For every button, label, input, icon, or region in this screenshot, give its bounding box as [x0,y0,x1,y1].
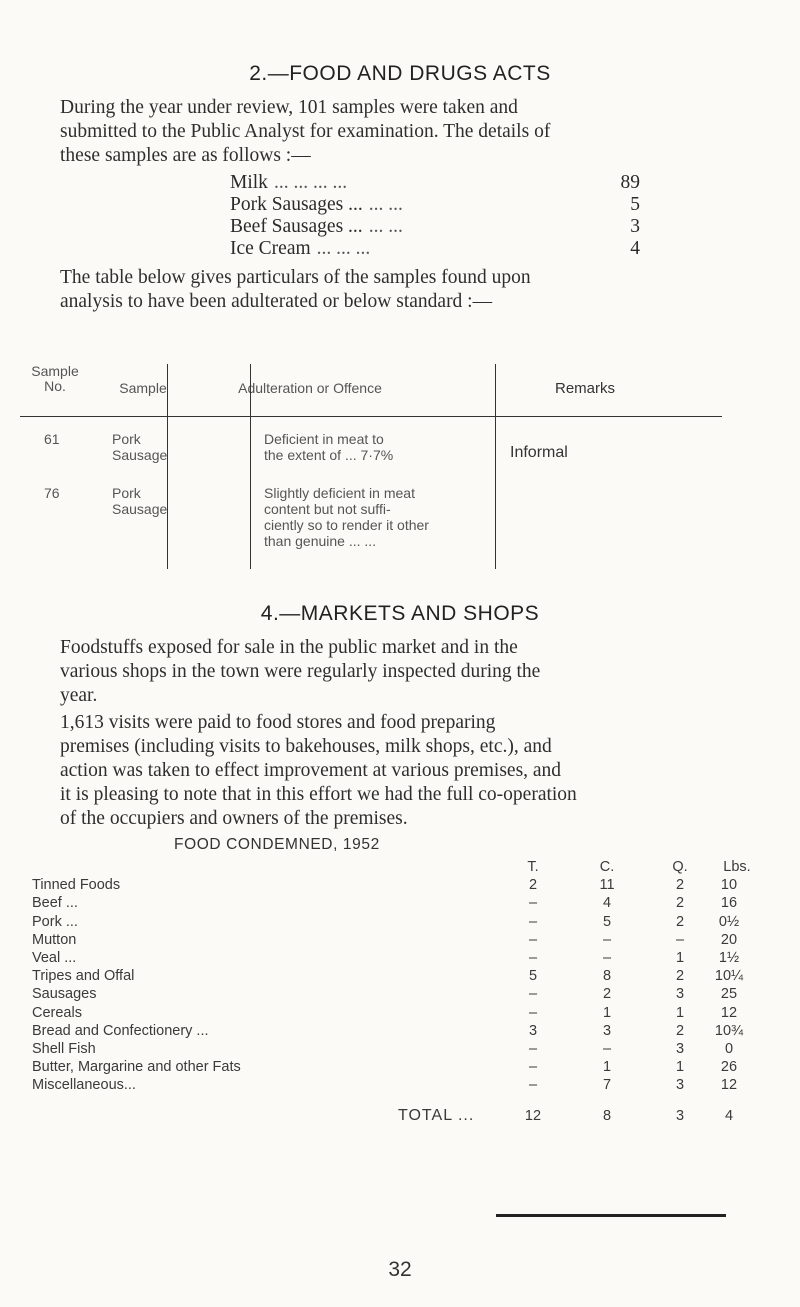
cell-sample: Pork Sausage [112,485,168,517]
table-intro-line: The table below gives particulars of the samples found upon [60,267,531,288]
table-intro-line: analysis to have been adulterated or below standard :— [60,291,493,312]
food-tons: 2 [528,877,538,894]
header-offence: Adulteration or Offence [238,380,382,396]
food-name: Miscellaneous... [32,1077,136,1094]
section-heading-markets: 4.—MARKETS AND SHOPS [260,602,540,625]
total-q: 3 [675,1108,685,1125]
food-name: Shell Fish [32,1040,96,1057]
intro-line: During the year under review, 101 samples were taken and [60,97,518,118]
food-lbs: 12 [720,1077,738,1094]
food-lbs: 10 [720,877,738,894]
food-qrs: 1 [675,1004,685,1021]
food-qrs: 2 [675,877,685,894]
leader-dots: ... ... [368,194,403,215]
food-cwt: – [602,949,612,966]
sample-label: Pork Sausages ... [230,194,363,215]
food-name: Tripes and Offal [32,968,135,985]
food-qrs: 2 [675,1022,685,1039]
food-lbs: 16 [720,895,738,912]
food-row [32,1058,772,1076]
sample-count: 5 [630,194,640,215]
food-lbs: 20 [720,931,738,948]
sample-count: 3 [630,216,640,237]
sample-row [230,172,640,194]
sample-count: 4 [630,238,640,259]
food-tons: – [528,986,538,1003]
sample-label: Ice Cream [230,238,311,259]
food-name: Tinned Foods [32,877,121,894]
header-sample: Sample [119,380,167,396]
sample-row [230,216,640,238]
markets-line: year. [60,685,98,706]
markets-line: 1,613 visits were paid to food stores and food preparing [60,712,496,733]
food-lbs: 0½ [718,913,740,930]
food-lbs: 10¼ [714,968,744,985]
section-heading-food-drugs: 2.—FOOD AND DRUGS ACTS [249,62,551,85]
food-row [32,967,772,985]
column-header-row [32,858,772,876]
food-row [32,931,772,949]
total-lbs: 4 [724,1108,734,1125]
food-tons: 5 [528,968,538,985]
markets-line: of the occupiers and owners of the premises. [60,808,408,829]
header-sample-no: Sample No. [31,363,79,394]
food-cwt: 3 [602,1022,612,1039]
cell-sample-no: 61 [44,431,60,447]
adulteration-table [20,364,780,564]
markets-paragraph-1 [60,636,760,708]
food-name: Bread and Confectionery ... [32,1022,209,1039]
sample-count: 89 [620,172,640,193]
food-cwt: 1 [602,1004,612,1021]
food-row [32,1022,772,1040]
food-condemned-rows [32,876,772,1094]
leader-dots: ... ... ... [316,238,371,259]
food-row [32,1040,772,1058]
sample-label: Beef Sausages ... [230,216,363,237]
food-lbs: 10¾ [714,1022,744,1039]
food-cwt: – [602,931,612,948]
food-name: Butter, Margarine and other Fats [32,1059,241,1076]
food-cwt: 7 [602,1077,612,1094]
food-condemned-title: FOOD CONDEMNED, 1952 [174,836,380,853]
food-row [32,913,772,931]
food-tons: – [528,1059,538,1076]
food-cwt: 5 [602,913,612,930]
total-row [32,1104,772,1128]
total-c: 8 [602,1108,612,1125]
markets-line: action was taken to effect improvement at various premises, and [60,760,562,781]
food-row [32,949,772,967]
markets-paragraph-2 [60,711,760,831]
food-qrs: 2 [675,895,685,912]
page-number: 32 [388,1258,412,1281]
food-lbs: 26 [720,1059,738,1076]
food-name: Beef ... [32,895,78,912]
leader-dots: ... ... ... ... [273,172,348,193]
food-qrs: – [675,931,685,948]
food-tons: – [528,1004,538,1021]
column-divider [167,364,168,569]
food-name: Veal ... [32,949,77,966]
total-label: TOTAL ... [398,1107,475,1125]
food-cwt: 4 [602,895,612,912]
food-cwt: 1 [602,1059,612,1076]
food-row [32,1076,772,1094]
food-tons: – [528,913,538,930]
samples-list [230,172,640,260]
food-qrs: 3 [675,1040,685,1057]
column-divider [495,364,496,569]
sample-row [230,238,640,260]
food-condemned-table [32,858,772,1128]
leader-dots: ... ... [368,216,403,237]
column-header-lbs: Lbs. [723,859,751,875]
food-name: Sausages [32,986,97,1003]
cell-remarks: Informal [510,444,568,461]
sample-label: Milk [230,172,268,193]
table-header-rule [20,416,722,417]
food-tons: – [528,931,538,948]
markets-line: various shops in the town were regularly inspected during the [60,661,541,682]
food-qrs: 3 [675,986,685,1003]
food-lbs: 1½ [718,949,740,966]
food-lbs: 25 [720,986,738,1003]
food-row [32,1004,772,1022]
markets-line: it is pleasing to note that in this effort we had the full co-operation [60,784,577,805]
food-cwt: – [602,1040,612,1057]
cell-sample: Pork Sausage [112,431,168,463]
food-cwt: 2 [602,986,612,1003]
food-tons: – [528,1077,538,1094]
food-cwt: 11 [599,877,615,894]
total-underline [496,1214,726,1217]
food-name: Pork ... [32,913,78,930]
column-header-c: C. [599,859,615,875]
food-row [32,985,772,1003]
column-header-t: T. [527,859,539,875]
cell-sample-no: 76 [44,485,60,501]
food-name: Cereals [32,1004,82,1021]
intro-paragraph [60,96,760,168]
food-tons: – [528,895,538,912]
intro-line: these samples are as follows :— [60,145,311,166]
cell-offence: Slightly deficient in meat content but not suffi- ciently so to render it other than genuine ... ... [264,485,429,549]
food-tons: – [528,949,538,966]
markets-line: Foodstuffs exposed for sale in the public market and in the [60,637,518,658]
food-row [32,876,772,894]
column-header-q: Q. [672,859,688,875]
food-qrs: 3 [675,1077,685,1094]
food-qrs: 1 [675,949,685,966]
food-lbs: 0 [724,1040,734,1057]
table-intro-paragraph [60,266,760,314]
food-tons: – [528,1040,538,1057]
cell-offence: Deficient in meat to the extent of ... 7·7% [264,431,394,463]
food-tons: 3 [528,1022,538,1039]
total-t: 12 [524,1108,542,1125]
food-qrs: 2 [675,913,685,930]
food-cwt: 8 [602,968,612,985]
header-remarks: Remarks [554,380,615,397]
sample-row [230,194,640,216]
food-row [32,894,772,912]
food-name: Mutton [32,931,77,948]
column-divider [250,364,251,569]
markets-line: premises (including visits to bakehouses, milk shops, etc.), and [60,736,552,757]
food-qrs: 1 [675,1059,685,1076]
food-qrs: 2 [675,968,685,985]
intro-line: submitted to the Public Analyst for examination. The details of [60,121,551,142]
food-lbs: 12 [720,1004,738,1021]
